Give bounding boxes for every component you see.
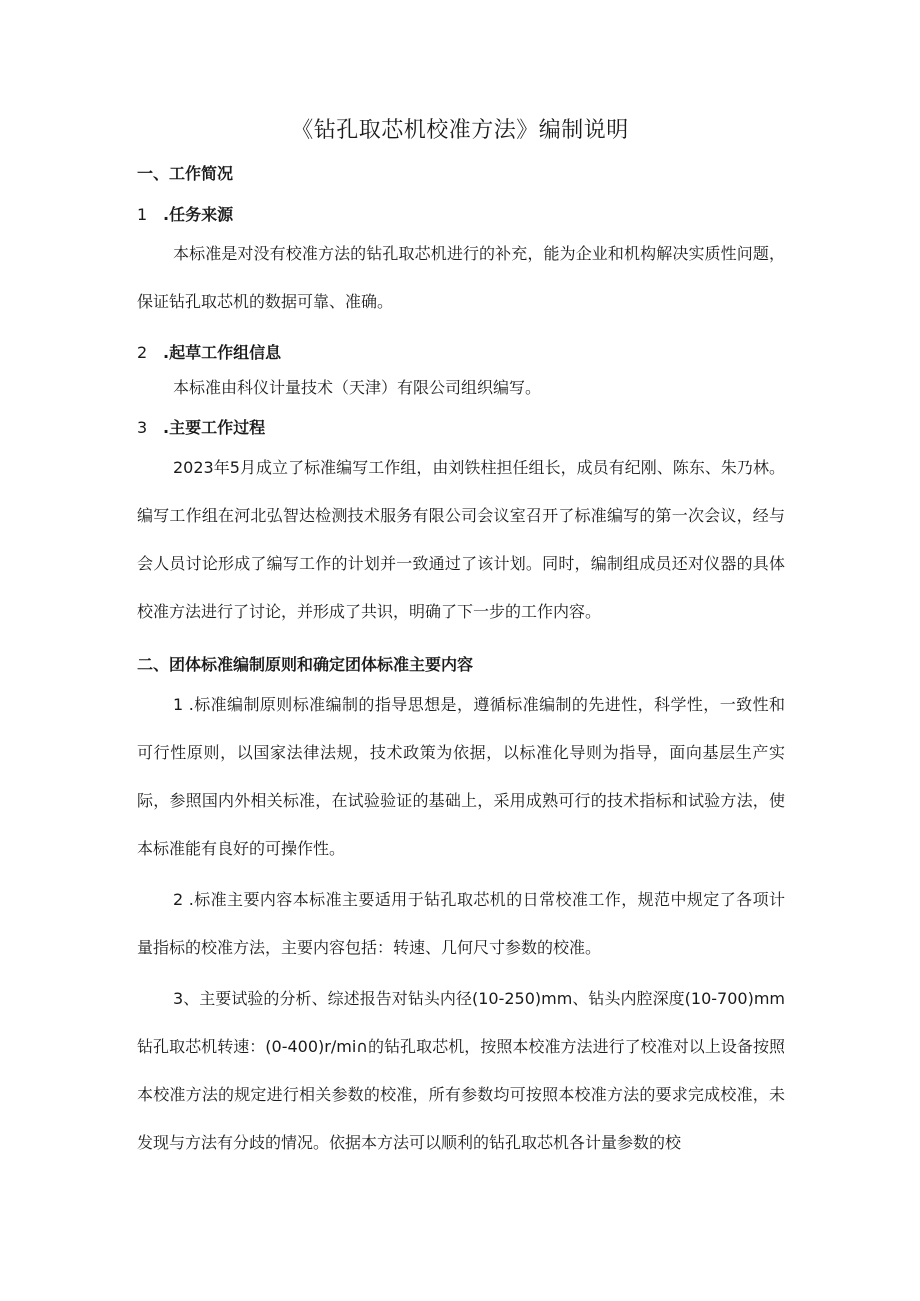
subsection-heading-task-source [137, 202, 233, 225]
section-heading-2: 二、团体标准编制原则和确定团体标准主要内容 [137, 655, 474, 674]
paragraph-task-source: 本标准是对没有校准方法的钻孔取芯机进行的补充，能为企业和机构解决实质性问题，保证钻孔取芯机的数据可靠、准确。 [137, 244, 785, 311]
subsection-label: .起草工作组信息 [163, 343, 282, 362]
paragraph-principles: 1 .标准编制原则标准编制的指导思想是，遵循标准编制的先进性，科学性，一致性和可行性原则，以国家法律法规，技术政策为依据，以标准化导则为指导，面向基层生产实际，参照国内外相关标准，在试验验证的基础上，采用成熟可行的技术指标和试验方法，使本标准能有良好的可操作性。 [137, 695, 785, 858]
paragraph-drafting-group: 本标准由科仪计量技术（天津）有限公司组织编写。 [173, 378, 542, 397]
subsection-heading-drafting-group [137, 340, 281, 363]
section-heading-1: 一、工作简况 [137, 164, 234, 183]
subsection-number: 2 [137, 343, 148, 362]
paragraph-work-process: 2023年5月成立了标准编写工作组，由刘铁柱担任组长，成员有纪刚、陈东、朱乃林。编写工作组在河北弘智达检测技术服务有限公司会议室召开了标准编写的第一次会议，经与会人员讨论形成了编写工作的计划并一致通过了该计划。同时，编制组成员还对仪器的具体校准方法进行了讨论，并形成了共识，明确了下一步的工作内容。 [137, 458, 785, 621]
subsection-number: 3 [137, 418, 148, 437]
paragraph-main-content: 2 .标准主要内容本标准主要适用于钻孔取芯机的日常校准工作，规范中规定了各项计量指标的校准方法，主要内容包括：转速、几何尺寸参数的校准。 [137, 890, 785, 957]
document-title: 《钻孔取芯机校准方法》编制说明 [291, 118, 629, 143]
subsection-number: 1 [137, 205, 148, 224]
paragraph-test-analysis: 3、主要试验的分析、综述报告对钻头内径(10-250)mm、钻头内腔深度(10-700)mm钻孔取芯机转速：(0-400)r∕mi∩的钻孔取芯机，按照本校准方法进行了校准对以上设备按照本校准方法的规定进行相关参数的校准，所有参数均可按照本校准方法的要求完成校准，未发现与方法有分歧的情况。依据本方法可以顺利的钻孔取芯机各计量参数的校 [137, 989, 785, 1152]
subsection-label: .任务来源 [163, 205, 234, 224]
subsection-heading-work-process [137, 415, 265, 438]
subsection-label: .主要工作过程 [163, 418, 266, 437]
